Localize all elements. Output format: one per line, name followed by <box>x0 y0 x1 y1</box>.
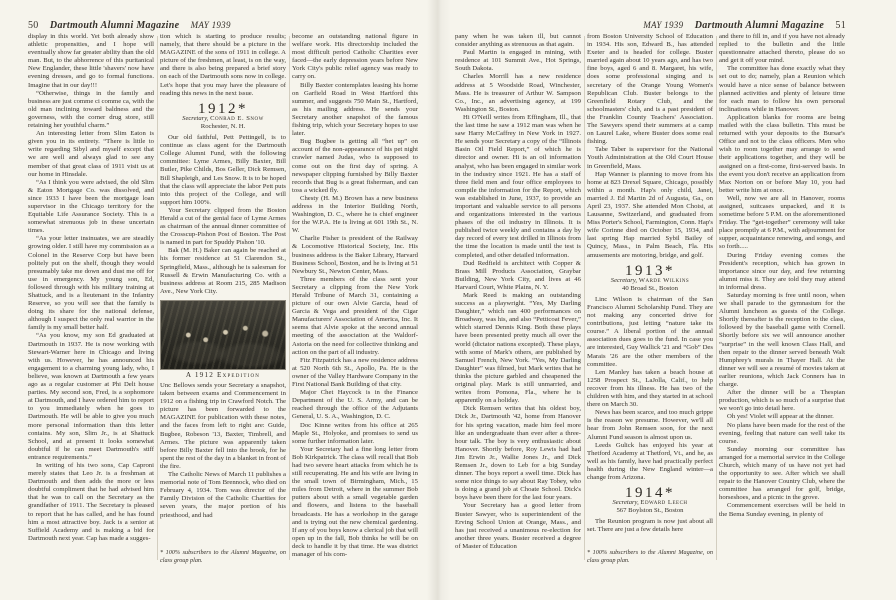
column-rule <box>716 36 717 560</box>
secretary-line: Secretary, Edward Leech <box>612 499 688 507</box>
paragraph: “As I think you were advised, the old Slim & Eaton Mortgage Co. was dissolved, and since 1933 I have been the mortgage loan supervisor in the Chicago territory for the Equitable Life Assurance Society. This is a somewhat strenuous job in these uncertain times. <box>28 178 154 235</box>
paragraph: Doc Kinne writes from his office at 265 Maple St., Holyoke, and promises to send us some further information later. <box>292 421 418 445</box>
paragraph: In writing of his two sons, Cap Caproni merely states that Leo Jr. is a freshman at Dartmouth and then adds the more or less doubtful compliment that he had advised him that he was to call on the Secretary as the grandfather of 1911. The Secretary is pleased to report that he has called, and he has found him a most attractive boy. Jack is a senior at Suffield Academy and is making a bid for Dartmouth next year. Cap has made a sugges- <box>28 461 154 542</box>
paragraph: Chesty (H. M.) Brown has a new business address in the Interior Building North, Washington, D. C., where he is chief engineer for the W.P.A. He is living at 601 19th St., N. W. <box>292 194 418 235</box>
paragraph: Len Manley has taken a beach house at 1258 Prospect St., LaJolla, Calif., to help recover from his illness. He has two of the children with him, and they started in at school there on March 30. <box>587 368 713 409</box>
paragraph: Dick Remsen writes that his oldest boy, Dick Jr., Dartmouth '42, home from Hanover for his spring vacation, made him feel more like an undergraduate than ever after a three-hour talk. The boy is very enthusiastic about Hanover. Shortly before, Roy Lewis had had Jim Erwin Jr., Wallie Jones Jr., and Dick Remsen Jr., down to Leb for a big Sunday dinner. The boys report a swell time. Dick has some nice things to say about Ray Tobey, who is doing a grand job at Choate School. Dick's boys have been there for the last four years. <box>455 405 581 502</box>
paragraph: pany when he was taken ill, but cannot consider anything as strenuous as that again. <box>455 33 581 49</box>
paragraph: Oh yes! Violet will appear at the dinner. <box>727 413 834 421</box>
paragraph: The Catholic News of March 11 publishes a memorial note of Tom Brennock, who died on February 4, 1934. Tom was director of the Family Division of the Catholic Charities for seven years, the major portion of his priesthood, and had <box>160 471 286 519</box>
paragraph: Our old faithful, Pett Pettingell, is to continue as class agent for the Dartmouth College Alumni Fund, with the following committee: Lyme Armes, Billy Baxter, Bill Butler, Pike Childs, Bos Geller, Dick Remsen, Bill Shapleigh, and Les Snow. It is to be hoped that the class will appreciate the labor Pett puts into this project of the College, and will support him 100%. <box>160 134 286 206</box>
page-51-running-head <box>643 15 846 33</box>
column-rule <box>157 36 158 560</box>
paragraph: Well, now we are all in Hanover, rooms assigned, suitcases unpacked, and it is sometime before 5 P.M. on the aforementioned Friday. The “get-together” ceremony will take place promptly at 6 P.M., with adjournment for supper, acquaintance renewing, and songs, and so forth..... <box>719 194 845 251</box>
paragraph: Your Secretary had a fine long letter from Bob Kirkpatrick. The class will recall that Bob had two severe heart attacks from which he is still recuperating. He and his wife are living in the small town of Birmingham, Mich., 15 miles from Detroit, where in the summer Bob putters about with a small vegetable garden and flowers, and listens to the baseball broadcasts. He has a workshop in the garage and is trying out the new chemical gardening. If any of you boys know a clerical job that will open up in the fall, Bob thinks he will be on deck to handle it by that time. He was district manager of his com- <box>292 445 418 558</box>
paragraph: No plans have been made for the rest of the evening, feeling that nature can well take its course. <box>719 421 845 445</box>
paragraph: Your Secretary has a good letter from Buster Sawyer, who is superintendent of the Erving School Union at Orange, Mass., and has just received a unanimous re-election for another three years. Buster received a degree of Master of Education <box>455 502 581 550</box>
paragraph: Mark Reed is making an outstanding success as a playwright. “Yes, My Darling Daughter,” which ran 400 performances on Broadway, was his, and also “Petticoat Fever,” which starred Dennis King. Both these plays have been presented pretty much all over the world (dictator nations excepted). These plays, with some of Mark's others, are published by Samuel French, New York. “Yes, My Darling Daughter” was filmed, but Mark writes that he thinks the picture garbled and cheapened the original play. Mark is still unmarried, and writes from Pomona, Fla., where he is apparently on a holiday. <box>455 292 581 405</box>
page-gutter-shadow <box>427 0 451 600</box>
secretary-line: Secretary, Warde Wilkins <box>610 276 690 284</box>
paragraph: Sunday morning our committee has arranged for a memorial service in the College Church, which many of us have not yet had the opportunity to see. After which we shall repair to the Hanover Country Club, where the committee has arranged for golf, bridge, horseshoes, and a picnic in the grove. <box>719 445 845 502</box>
paragraph: “Otherwise, things in the family and business are just comme ci comme ca, with the old man inclining toward baldness and the governess, with the corner drug store, still retaining her youthful charm.” <box>28 89 154 130</box>
class-year-heading-1913: 1913* <box>625 262 675 279</box>
paragraph: Paul Martin is engaged in mining, with residence at 101 Summit Ave., Hot Springs, South Dakota. <box>455 49 581 73</box>
paragraph: tion which is starting to produce results; namely, that there should be a picture in the MAGAZINE of the sons of 1911 in college. A picture of the freshmen, at least, is on the way, and there is also being prepared a brief story on each of the Dartmouth sons now in college. Let's hope that you may have the pleasure of reading this news in the next issue. <box>160 33 286 97</box>
paragraph: and there to fill in, and if you have not already replied to the bulletin and the little questionnaire attached thereto, please do so and get it off your mind. <box>719 33 845 65</box>
paragraph: display in this world. Yet both already show athletic propensities, and I hope will eventually show far greater ability than the old man. But, to the abhorrence of this puritanical New Englander, these little 'shavers' now have evening dresses, and go to formal functions. Imagine that in our day!!! <box>28 33 154 89</box>
paragraph: Bug Bugbee is getting all “het up” on account of the non-appearance of his pet night crawler named Judas, who is supposed to come out on the first day of spring. A newspaper clipping furnished by Billy Baxter records that Bug is a great fisherman, and can toss a wicked fly. <box>292 138 418 194</box>
paragraph: After the dinner will be a Thespian production, which is so much of a surprise that we won't go into detail here. <box>719 389 845 413</box>
paragraph: The committee has done exactly what they set out to do; namely, plan a Reunion which would have a nice sense of balance between planned activities and plenty of leisure time for each man to follow his own personal inclinations while in Hanover. <box>719 65 845 113</box>
paragraph: Saturday morning is free until noon, when we shall parade to the gymnasium for the Alumni luncheon as guests of the College. Shortly thereafter is the reception to the class, followed by the baseball game with Cornell. Shortly before six we will announce another “surprise” in the well known Class Hall, and then repair to the dinner served beneath Walt Humphrey's murals in Thayer Hall. At the dinner we will see a resumé of movies taken at earlier reunions, which Jack Conners has in charge. <box>719 292 845 389</box>
paragraph: Major Chet Haycock is in the Finance Department of the U. S. Army, and can be reached through the office of the Adjutants General, U. S. A., Washington, D. C. <box>292 389 418 421</box>
issue-date-left: MAY 1939 <box>190 20 231 30</box>
magazine-title-left: Dartmouth Alumni Magazine <box>49 20 180 31</box>
class-year-heading-1912: 1912* <box>198 100 248 117</box>
footnote: * 100% subscribers to the Alumni Magazine, on class group plan. <box>587 549 713 564</box>
footnote: * 100% subscribers to the Alumni Magazine, on class group plan. <box>160 549 286 564</box>
column-rule <box>289 36 290 560</box>
page-51-column-3 <box>719 33 845 564</box>
paragraph: become an outstanding national figure in welfare work. His directorship included the most difficult period Catholic Charities ever faced—the early depression years before New York City's public relief agency was ready to carry on. <box>292 33 418 81</box>
paragraph: Application blanks for rooms are being mailed with the class bulletin. This must be returned with your deposits to the Bursar's Office and not to the class officers. Men who wish to room together may arrange to send their applications together, and they will be assigned on a first-come, first-served basis. In the event you don't receive an application from Max Norton on or before May 10, you had better write him at once. <box>719 113 845 194</box>
paragraph: Leeds Gulick has enjoyed his year at Thetford Academy at Thetford, Vt., and he, as well as his family, have had practically perfect health during the New England winter—a change from Arizona. <box>587 441 713 481</box>
magazine-title-right: Dartmouth Alumni Magazine <box>694 20 825 31</box>
paragraph: Tabe Taber is supervisor for the National Youth Administration at the Old Court House in Greenfield, Mass. <box>587 146 713 170</box>
page-51-column-2 <box>587 33 713 564</box>
paragraph: Dud Redfield is architect with Copper & Brass Mill Products Association, Graybar Building, New York City, and lives at 46 Harvard Court, White Plains, N. Y. <box>455 259 581 291</box>
secretary-line: Secretary, Conrad E. Snow <box>182 114 264 122</box>
page-50-column-3 <box>292 33 418 564</box>
paragraph: The Reunion program is now just about all set. There are just a few details here <box>587 518 713 534</box>
paragraph: Commencement exercises will be held in the Bema Sunday evening, in plenty of <box>719 502 845 518</box>
paragraph: During Friday evening comes the President's reception, which has grown in importance since our day, and few returning alumni miss it. They are told they may attend in informal dress. <box>719 251 845 291</box>
paragraph: Bak (M. H.) Baker can again be reached at his former residence at 51 Clarendon St., Springfield, Mass., although he is salesman for Russell & Erwin Manufacturing Co. with a business address at Room 215, 285 Madison Ave., New York City. <box>160 247 286 295</box>
folio-number-left: 50 <box>28 20 39 31</box>
secretary-address: Rochester, N. H. <box>200 122 246 130</box>
page-50-column-2 <box>160 33 286 564</box>
paragraph: Charlie Fisher is president of the Railway & Locomotive Historical Society, Inc. His business address is the Baker Library, Harvard Business School, Boston, and he is living at 51 Newbury St., Newton Center, Mass. <box>292 235 418 275</box>
paragraph: Three members of the class sent your Secretary a clipping from the New York Herald Tribune of March 31, containing a picture of our own Alvie Garcia, head of Garcia & Vega and president of the Cigar Manufacturers' Association of America, Inc. It seems that Alvie spoke at the second annual meeting of the association at the Waldorf-Astoria on the need for collective thinking and action on the part of all industry. <box>292 275 418 356</box>
paragraph: from Boston University School of Education in 1934. His son, Edward B., has attended Exeter and is headed for college. Buster married again about 10 years ago, and has two fine boys, aged 6 and 8. Margaret, his wife, does some professional singing and is secretary of the Orange Young Women's Republican Club. Buster belongs to the Greenfield Rotary Club, and the schoolmasters' club, and is a past president of the Franklin County Teachers' Association. The Sawyers spend their summers at a camp on Laurel Lake, where Buster does some real fishing. <box>587 33 713 146</box>
paragraph: An interesting letter from Slim Eaton is given you in its entirety. “There is little to write regarding Sibyl and myself except that we are well and always glad to see any member of that great class of 1911 visit us at our home in Hinsdale. <box>28 130 154 178</box>
page-51-column-1 <box>455 33 581 564</box>
class-year-heading-1914: 1914* <box>625 485 675 502</box>
paragraph: Linc Wilson is chairman of the San Francisco Alumni Scholarship Fund. They are not making any concerted drive for contributions, just letting “nature take its course.” A liberal portion of the annual association dues goes to the fund. In case you are interested, Guy Wallick '21 and “Gob” Des Marais '26 are the other members of the committee. <box>587 295 713 368</box>
column-rule <box>584 36 585 560</box>
page-50-column-1 <box>28 33 154 564</box>
paragraph: Charles Morrill has a new residence address at 5 Woodside Road, Winchester, Mass. He is treasurer of Arthur W. Sampson Co., Inc., an advertising agency, at 199 Washington St., Boston. <box>455 73 581 113</box>
folio-number-right: 51 <box>835 20 846 31</box>
expedition-photo <box>160 300 286 370</box>
paragraph: Your Secretary clipped from the Boston Herald a cut of the genial face of Lyme Armes as chairman of the annual dinner committee of the Crosscup-Pishon Post of Boston. The Post is named in part for Spuddy Pishon '10. <box>160 206 286 247</box>
paragraph: “As your letter insinuates, we are steadily growing older. I still have my commission as a Colonel in the Reserve Corp but have been politely put on the shelf, though they would presumably take me down and dust me off for use in emergency. My young son, Ed, followed through with his military training at Shattuck, and is a lieutenant in the Infantry Reserve, so you will see that the family is doing its share for the national defense, although I suspect the only real warrior in the family is my small better half. <box>28 235 154 332</box>
paragraph: Unc Bellows sends your Secretary a snapshot, taken between exams and Commencement in 1912 on a fishing trip in Crawford Notch. The picture has been forwarded to the MAGAZINE for publication with these notes, and the faces from left to right are: Guide, Bugbee, Robeson '13, Baxter, Timbrell, and Armes. The picture was apparently taken before Billy Baxter fell into the brook, for he spent the rest of the day in a blanket in front of the fire. <box>160 382 286 470</box>
secretary-address: 40 Broad St., Boston <box>622 284 678 292</box>
paragraph: Hi O'Neill writes from Effingham, Ill., that the last time he saw a 1912 man was when he saw Harry McCaffrey in New York in 1927. He sends your Secretary a copy of the “Illinois Basin Oil Field Report,” of which he is director and owner. Hi is an oil information analyst, who has been engaged in similar work in the industry since 1921. He has a staff of three field men and four office employees to compile the information for the Report, which was established in June, 1937, to provide an important and valuable service to all persons and organizations interested in the various phases of the oil industry in Illinois. It is published twice weekly and contains a day by day record of every test drilled in Illinois from the time the location is made until the test is completed, and other detailed information. <box>455 113 581 259</box>
paragraph: Fitz Fitzpatrick has a new residence address at 520 North 6th St., Apollo, Pa. He is the owner of the Valley Hardware Company in the First National Bank Building of that city. <box>292 356 418 389</box>
photo-caption: A 1912 Expedition <box>185 370 261 379</box>
paragraph: Billy Baxter contemplates leasing his home on Garfield Road in West Hartford this summer, and suggests 750 Main St., Hartford, as his mailing address. He sends your Secretary another snapshot of the famous fishing trip, which your Secretary hopes to use later. <box>292 81 418 138</box>
secretary-address: 567 Boylston St., Boston <box>616 507 684 515</box>
issue-date-right: MAY 1939 <box>643 20 684 30</box>
paragraph: “As you know, my son Ed graduated at Dartmouth in 1937. He is now working with Stewart-Warner here in Chicago and living with us. However, he has announced his engagement to a charming young lady, who, I believe, was known at Dartmouth a few years ago as a regular customer at Phi Delt house parties. My second son, Fred, is a sophomore at Dartmouth, and I have ordered him to report to you immediately when he goes to Dartmouth. He will be able to give you much more personal information than this letter contains. My son, Slim Jr., is at Shattuck School, and at present it looks somewhat doubtful if he can meet Dartmouth's stiff entrance requirements.” <box>28 332 154 461</box>
paragraph: News has been scarce, and too much grippe is the reason we presume. However, we'll all hear from John Remsen soon, for the next Alumni Fund season is almost upon us. <box>587 409 713 441</box>
paragraph: Hap Wanner is planning to move from his home at 823 Drexel Square, Chicago, possibly within a month. Hap's only child, Janet, married J. Ed Martin 2d of Augusta, Ga., on April 23, 1937. She attended Mon Choisi, at Lausanne, Switzerland, and graduated from Miss Porter's School, Farmington, Conn. Hap's wife Corinne died on October 15, 1934, and last spring Hap married Sybil Bailey of Quincy, Mass., in Palm Beach, Fla. His amusements are motoring, bridge, and golf. <box>587 170 713 259</box>
page-50-running-head <box>28 15 231 33</box>
